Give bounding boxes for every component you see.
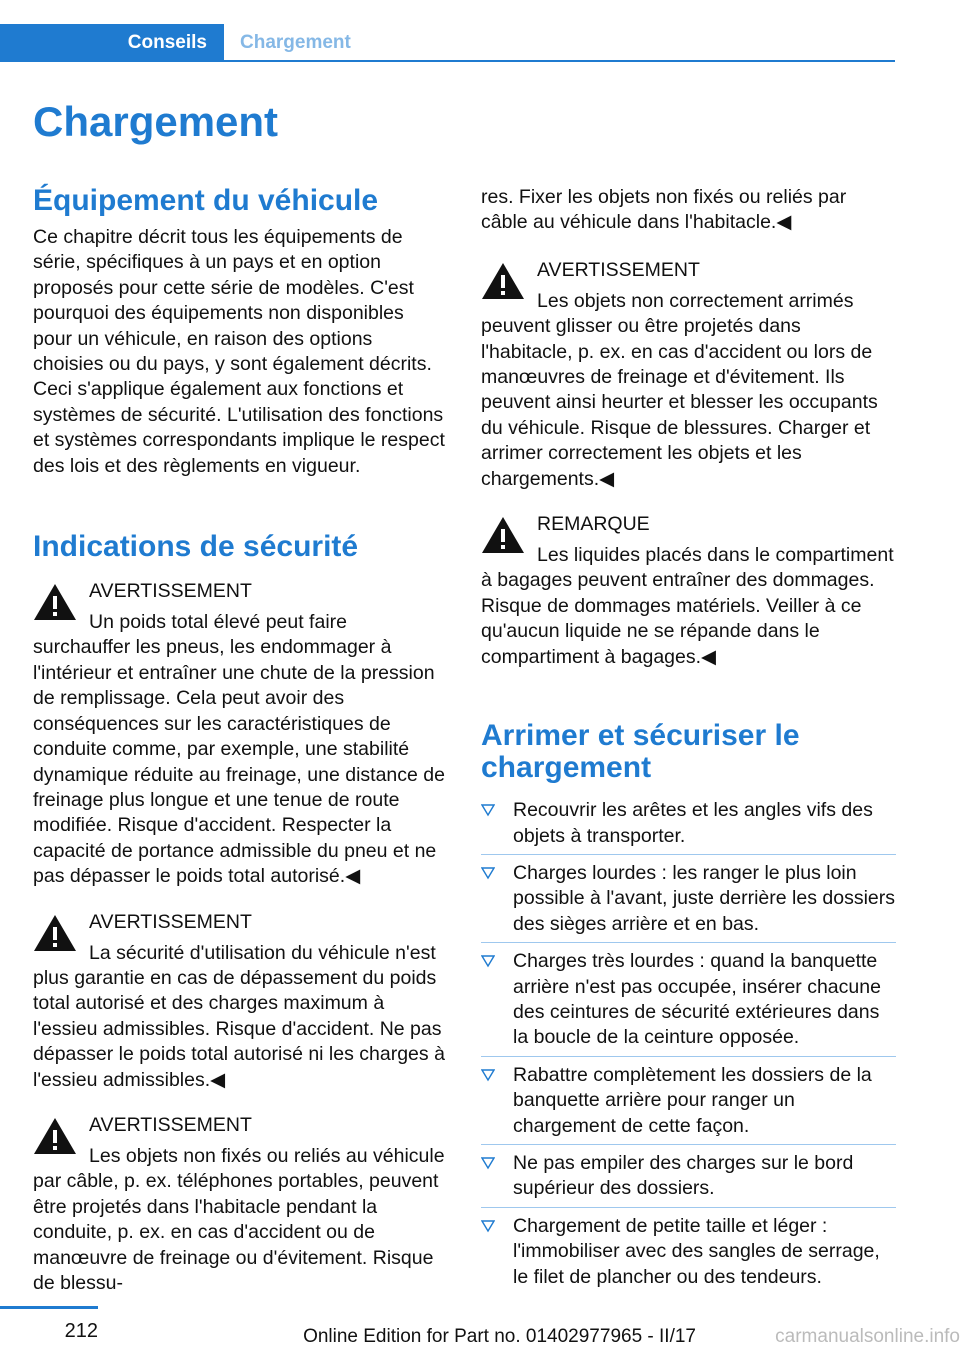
triangle-right-outline-icon	[481, 954, 495, 968]
header-rule	[224, 60, 895, 62]
list-item	[481, 1214, 896, 1296]
header-bar	[0, 0, 895, 62]
warning-text: Les objets non correctement arrimés peuvent glisser ou être projetés dans l'habitacle, p. ex. en cas d'accident ou lors de manœuvres de freinage et d'évitement. Ils peuvent ainsi heurter et blesser les occupants du véhicule. Risque de blessures. Charger et arrimer correctement les objets et les chargements.◀	[481, 289, 878, 490]
warning-block	[481, 254, 896, 492]
divider	[481, 1207, 896, 1208]
tab-chargement[interactable]: Chargement	[240, 32, 351, 53]
divider	[481, 854, 896, 855]
list-item	[481, 949, 896, 1057]
list-item-text: Charges lourdes : les ranger le plus loin possible à l'avant, juste derrière les dossiers des sièges arrière et en bas.	[513, 861, 895, 935]
warning-label: AVERTISSEMENT	[89, 580, 252, 603]
warning-text: La sécurité d'utilisation du véhicule n'est plus garantie en cas de dépassement du poids total autorisé et des charges maximum à l'essieu admissibles. Risque d'accident. Ne pas dépasser le poids total autorisé ni les charges à l'essieu admissibles.◀	[33, 941, 445, 1091]
list-item	[481, 1063, 896, 1145]
warning-triangle-icon	[481, 261, 525, 301]
warning-block	[33, 575, 448, 889]
warning-text: Les objets non fixés ou reliés au véhicule par câble, p. ex. téléphones portables, peuvent être projetés dans l'habitacle pendant la conduite, p. ex. en cas d'accident ou de manœuvre de freinage ou d'évitement. Risque de blessu-	[33, 1144, 445, 1294]
warning-triangle-icon	[481, 515, 525, 555]
section-heading-equipement: Équipement du véhicule	[33, 184, 379, 217]
section-heading-securite: Indications de sécurité	[33, 530, 359, 564]
divider	[481, 1144, 896, 1145]
right-column	[481, 161, 896, 1296]
triangle-right-outline-icon	[481, 803, 495, 817]
list-item-text: Charges très lourdes : quand la banquette arrière n'est pas occupée, insérer chacune des ceintures de sécurité extérieures dans la boucle de la ceinture opposée.	[513, 950, 881, 1049]
warning-label: AVERTISSEMENT	[89, 1113, 252, 1136]
warning-triangle-icon	[33, 1116, 77, 1156]
section-body-equipement: Ce chapitre décrit tous les équipements de série, spécifiques à un pays et en option proposés pour cette série de modèles. C'est pourquoi des équipements non disponibles pour un véhicule, en raison des options choisies ou du pays, y sont également décrits. Ceci s'applique également aux fonctions et systèmes de sécurité. L'utilisation des fonctions et systèmes correspondants implique le respect des lois et des règlements en vigueur.	[33, 226, 445, 477]
left-column	[33, 185, 448, 1296]
warning-block	[33, 1109, 448, 1296]
page-number-text: 212	[64, 1320, 98, 1342]
notice-block	[481, 508, 896, 670]
page-title: Chargement	[33, 98, 279, 145]
warning-label: AVERTISSEMENT	[537, 258, 700, 281]
warning-text: Un poids total élevé peut faire surchauffer les pneus, les endommager à l'intérieur et entraîner une chute de la pression de remplissage. Cela peut avoir des conséquences sur les caractéristiques de conduite comme, par exemple, une stabilité dynamique réduite au freinage, une distance de freinage plus longue et une tenue de route modifiée. Risque d'accident. Respecter la capacité de portance admissible du pneu et ne pas dépasser le poids total autorisé.◀	[33, 611, 445, 888]
triangle-right-outline-icon	[481, 1219, 495, 1233]
tab-conseils[interactable]: Conseils	[0, 24, 224, 62]
divider	[481, 1056, 896, 1057]
notice-text: Les liquides placés dans le compartiment à bagages peuvent entraîner des dommages. Risque de dommages matériels. Veiller à ce qu'aucun liquide ne se répande dans le compartiment à bagages.◀	[481, 544, 894, 668]
edition-footer: Online Edition for Part no. 01402977965 - II/17	[303, 1326, 696, 1347]
list-item	[481, 861, 896, 943]
list-item-text: Rabattre complètement les dossiers de la banquette arrière pour ranger un chargement de cette façon.	[513, 1063, 872, 1137]
page-number	[0, 1306, 98, 1362]
list-item	[481, 798, 896, 855]
section-heading-arrimer: Arrimer et sécuriser le chargement	[481, 719, 800, 785]
triangle-right-outline-icon	[481, 1156, 495, 1170]
bullet-list	[481, 798, 896, 1296]
watermark: carmanualsonline.info	[775, 1326, 960, 1347]
triangle-right-outline-icon	[481, 1068, 495, 1082]
warning-label: AVERTISSEMENT	[89, 910, 252, 933]
divider	[481, 942, 896, 943]
list-item-text: Chargement de petite taille et léger : l'immobiliser avec des sangles de serrage, le filet de plancher ou des tendeurs.	[513, 1214, 880, 1288]
list-item-text: Ne pas empiler des charges sur le bord supérieur des dossiers.	[513, 1151, 854, 1200]
warning-continuation: res. Fixer les objets non fixés ou reliés par câble au véhicule dans l'habitacle.◀	[481, 186, 847, 234]
warning-block	[33, 906, 448, 1093]
list-item-text: Recouvrir les arêtes et les angles vifs des objets à transporter.	[513, 799, 873, 847]
notice-label: REMARQUE	[537, 513, 650, 536]
warning-triangle-icon	[33, 582, 77, 622]
triangle-right-outline-icon	[481, 866, 495, 880]
list-item	[481, 1151, 896, 1208]
warning-triangle-icon	[33, 913, 77, 953]
